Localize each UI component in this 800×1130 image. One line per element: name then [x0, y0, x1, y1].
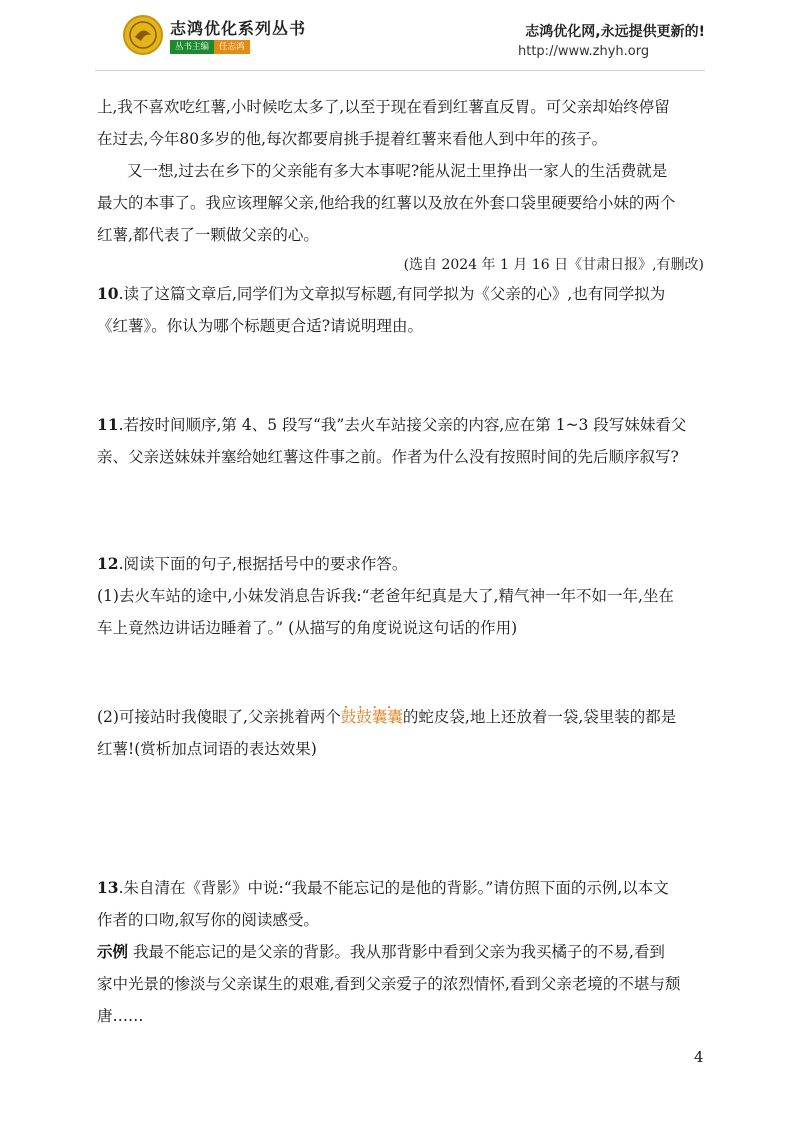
question-11-line2: 亲、父亲送妹妹并塞给她红薯这件事之前。作者为什么没有按照时间的先后顺序叙写?	[97, 448, 679, 466]
question-number: 10	[97, 284, 119, 303]
question-12-sub2	[97, 706, 676, 728]
question-text: .阅读下面的句子,根据括号中的要求作答。	[118, 555, 408, 573]
sub2-text-after: 的蛇皮袋,地上还放着一袋,袋里装的都是	[402, 708, 677, 726]
emphasized-phrase: • • • • 鼓鼓囊囊	[341, 708, 403, 726]
site-url[interactable]: http://www.zhyh.org	[518, 44, 650, 59]
editor-badges	[170, 40, 250, 54]
question-11	[97, 414, 686, 436]
passage-source: (选自 2024 年 1 月 16 日《甘肃日报》,有删改)	[403, 257, 704, 273]
question-number: 12	[97, 554, 119, 573]
header-divider	[95, 70, 705, 71]
passage-line: 红薯,都代表了一颗做父亲的心。	[97, 226, 319, 244]
page-header	[0, 0, 800, 68]
question-10-line2: 《红薯》。你认为哪个标题更合适?请说明理由。	[97, 317, 424, 335]
question-12-sub2-line2: 红薯!(赏析加点词语的表达效果)	[97, 740, 317, 758]
example-line-2: 家中光景的惨淡与父亲谋生的艰难,看到父亲爱子的浓烈情怀,看到父亲老境的不堪与颓	[97, 975, 681, 993]
passage-line: 在过去,今年80多岁的他,每次都要肩挑手提着红薯来看他人到中年的孩子。	[97, 130, 608, 148]
example-tag: 示例	[97, 943, 129, 961]
question-10	[97, 283, 665, 305]
question-text: .朱自清在《背影》中说:“我最不能忘记的是他的背影。”请仿照下面的示例,以本文	[118, 879, 669, 897]
question-13-line2: 作者的口吻,叙写你的阅读感受。	[97, 911, 319, 929]
series-title: 志鸿优化系列丛书	[170, 19, 307, 38]
example-line-3: 唐……	[97, 1007, 144, 1025]
passage-line: 最大的本事了。我应该理解父亲,他给我的红薯以及放在外套口袋里硬要给小妹的两个	[97, 194, 676, 212]
editor-label-badge: 丛书主编	[170, 40, 214, 54]
series-logo	[123, 15, 163, 55]
question-13	[97, 877, 669, 899]
question-text: .若按时间顺序,第 4、5 段写“我”去火车站接父亲的内容,应在第 1~3 段写妹妹看父	[118, 416, 687, 434]
question-12	[97, 553, 407, 575]
site-slogan: 志鸿优化网,永远提供更新的!	[525, 24, 705, 40]
editor-name-badge: 任志鸿	[214, 40, 250, 54]
example-text: 我最不能忘记的是父亲的背影。我从那背影中看到父亲为我买橘子的不易,看到	[132, 943, 665, 961]
question-number: 11	[97, 415, 119, 434]
question-12-sub1: (1)去火车站的途中,小妹发消息告诉我:“老爸年纪真是大了,精气神一年不如一年,坐在	[97, 587, 674, 605]
question-text: .读了这篇文章后,同学们为文章拟写标题,有同学拟为《父亲的心》,也有同学拟为	[118, 285, 666, 303]
example-line	[97, 941, 665, 963]
sub2-text-before: (2)可接站时我傻眼了,父亲挑着两个	[97, 708, 341, 726]
question-number: 13	[97, 878, 119, 897]
passage-line: 又一想,过去在乡下的父亲能有多大本事呢?能从泥土里挣出一家人的生活费就是	[127, 162, 668, 180]
page-number: 4	[694, 1048, 704, 1066]
passage-line: 上,我不喜欢吃红薯,小时候吃太多了,以至于现在看到红薯直反胃。可父亲却始终停留	[97, 98, 670, 116]
question-12-sub1-line2: 车上竟然边讲话边睡着了。” (从描写的角度说说这句话的作用)	[97, 619, 518, 637]
